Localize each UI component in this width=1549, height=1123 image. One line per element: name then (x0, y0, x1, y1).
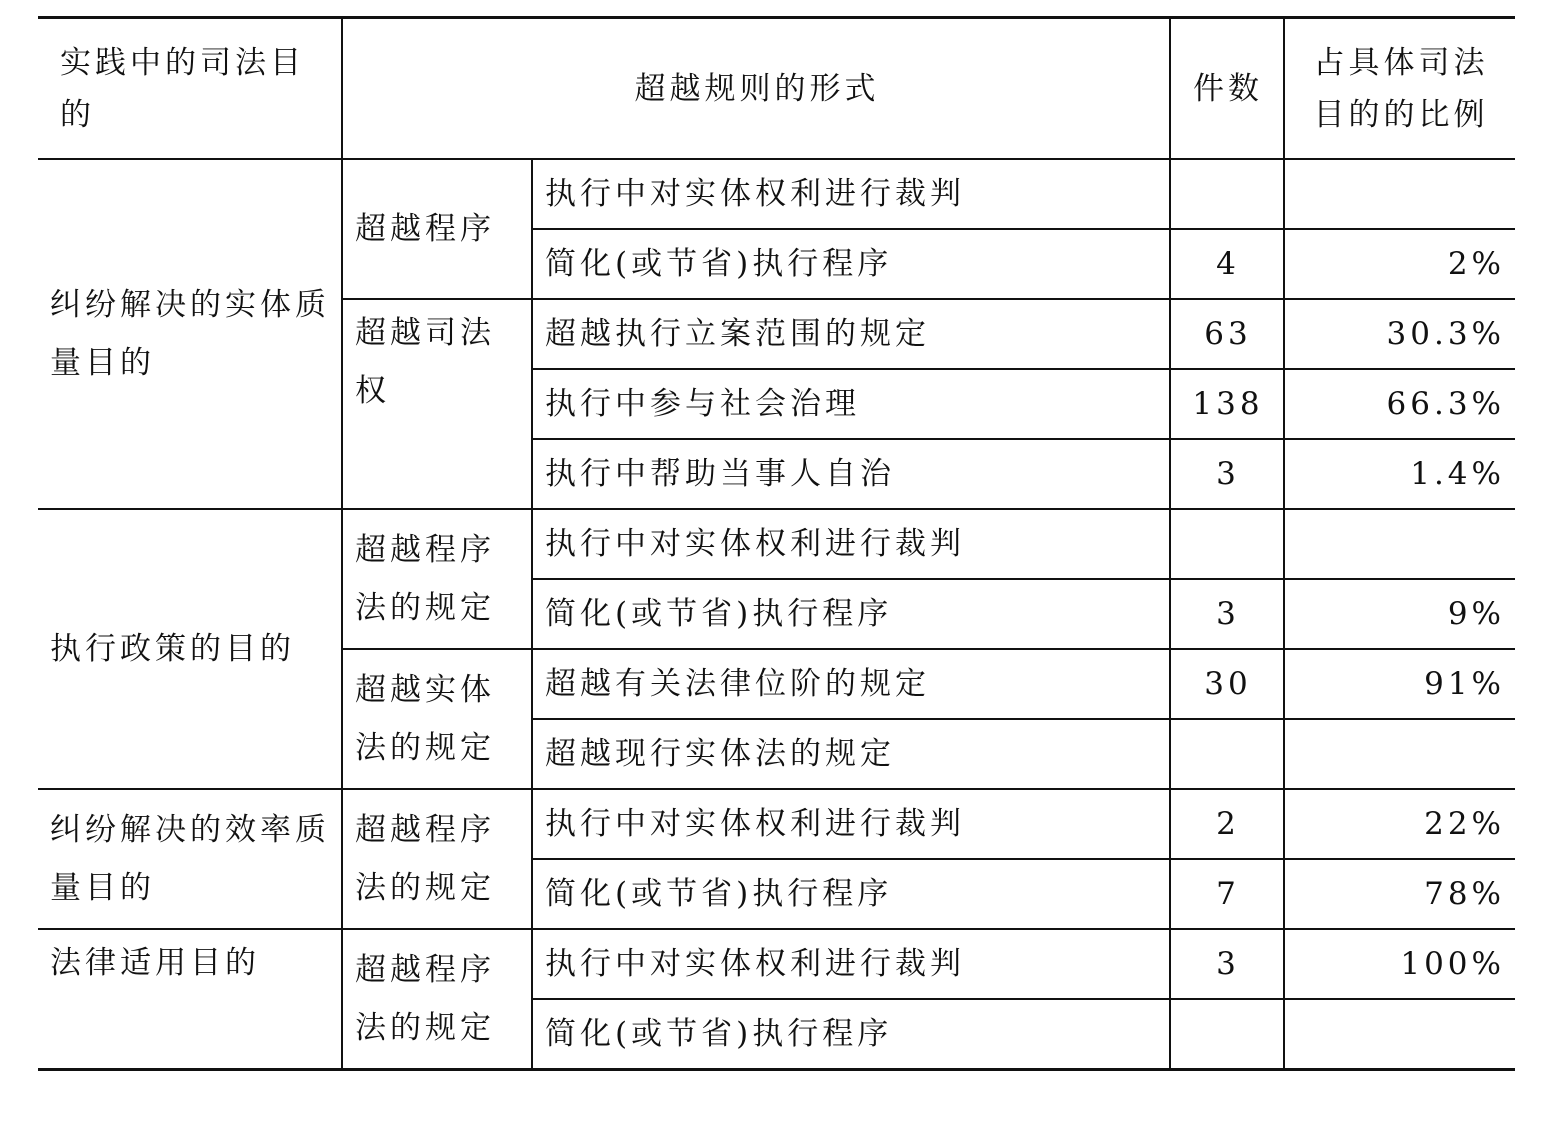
count-cell (1170, 719, 1284, 789)
count-cell (1170, 159, 1284, 229)
count-cell (1170, 509, 1284, 579)
category-cell: 超越程序法的规定 (342, 509, 532, 649)
count-cell: 7 (1170, 859, 1284, 929)
form-cell: 执行中对实体权利进行裁判 (532, 159, 1170, 229)
form-cell: 简化(或节省)执行程序 (532, 229, 1170, 299)
table-row (38, 929, 1515, 999)
ratio-cell (1284, 159, 1515, 229)
form-cell: 简化(或节省)执行程序 (532, 999, 1170, 1070)
form-cell: 简化(或节省)执行程序 (532, 579, 1170, 649)
form-cell: 执行中对实体权利进行裁判 (532, 509, 1170, 579)
goal-cell: 执行政策的目的 (38, 509, 342, 789)
goal-cell: 纠纷解决的实体质量目的 (38, 159, 342, 509)
count-cell: 3 (1170, 579, 1284, 649)
table-row (38, 509, 1515, 579)
category-cell: 超越程序法的规定 (342, 789, 532, 929)
header-ratio: 占具体司法目的的比例 (1284, 18, 1515, 160)
ratio-cell: 30.3% (1284, 299, 1515, 369)
ratio-cell (1284, 719, 1515, 789)
header-form: 超越规则的形式 (342, 18, 1170, 160)
judicial-purpose-table (38, 16, 1515, 1071)
count-cell: 138 (1170, 369, 1284, 439)
ratio-cell: 78% (1284, 859, 1515, 929)
ratio-cell: 9% (1284, 579, 1515, 649)
category-cell: 超越实体法的规定 (342, 649, 532, 789)
form-cell: 超越执行立案范围的规定 (532, 299, 1170, 369)
count-cell: 30 (1170, 649, 1284, 719)
ratio-cell: 22% (1284, 789, 1515, 859)
category-cell: 超越程序法的规定 (342, 929, 532, 1070)
ratio-cell (1284, 509, 1515, 579)
ratio-cell: 1.4% (1284, 439, 1515, 509)
ratio-cell: 66.3% (1284, 369, 1515, 439)
count-cell: 3 (1170, 439, 1284, 509)
count-cell: 4 (1170, 229, 1284, 299)
header-row (38, 18, 1515, 160)
ratio-cell (1284, 999, 1515, 1070)
goal-cell: 纠纷解决的效率质量目的 (38, 789, 342, 929)
category-cell: 超越司法权 (342, 299, 532, 509)
form-cell: 超越有关法律位阶的规定 (532, 649, 1170, 719)
count-cell (1170, 999, 1284, 1070)
form-cell: 执行中参与社会治理 (532, 369, 1170, 439)
ratio-cell: 100% (1284, 929, 1515, 999)
count-cell: 63 (1170, 299, 1284, 369)
form-cell: 执行中对实体权利进行裁判 (532, 929, 1170, 999)
goal-cell: 法律适用目的 (38, 929, 342, 1070)
form-cell: 超越现行实体法的规定 (532, 719, 1170, 789)
count-cell: 3 (1170, 929, 1284, 999)
ratio-cell: 91% (1284, 649, 1515, 719)
header-count: 件数 (1170, 18, 1284, 160)
form-cell: 执行中帮助当事人自治 (532, 439, 1170, 509)
table-row (38, 159, 1515, 229)
table-row (38, 789, 1515, 859)
header-goal: 实践中的司法目的 (38, 18, 342, 160)
form-cell: 简化(或节省)执行程序 (532, 859, 1170, 929)
form-cell: 执行中对实体权利进行裁判 (532, 789, 1170, 859)
ratio-cell: 2% (1284, 229, 1515, 299)
category-cell: 超越程序 (342, 159, 532, 299)
count-cell: 2 (1170, 789, 1284, 859)
